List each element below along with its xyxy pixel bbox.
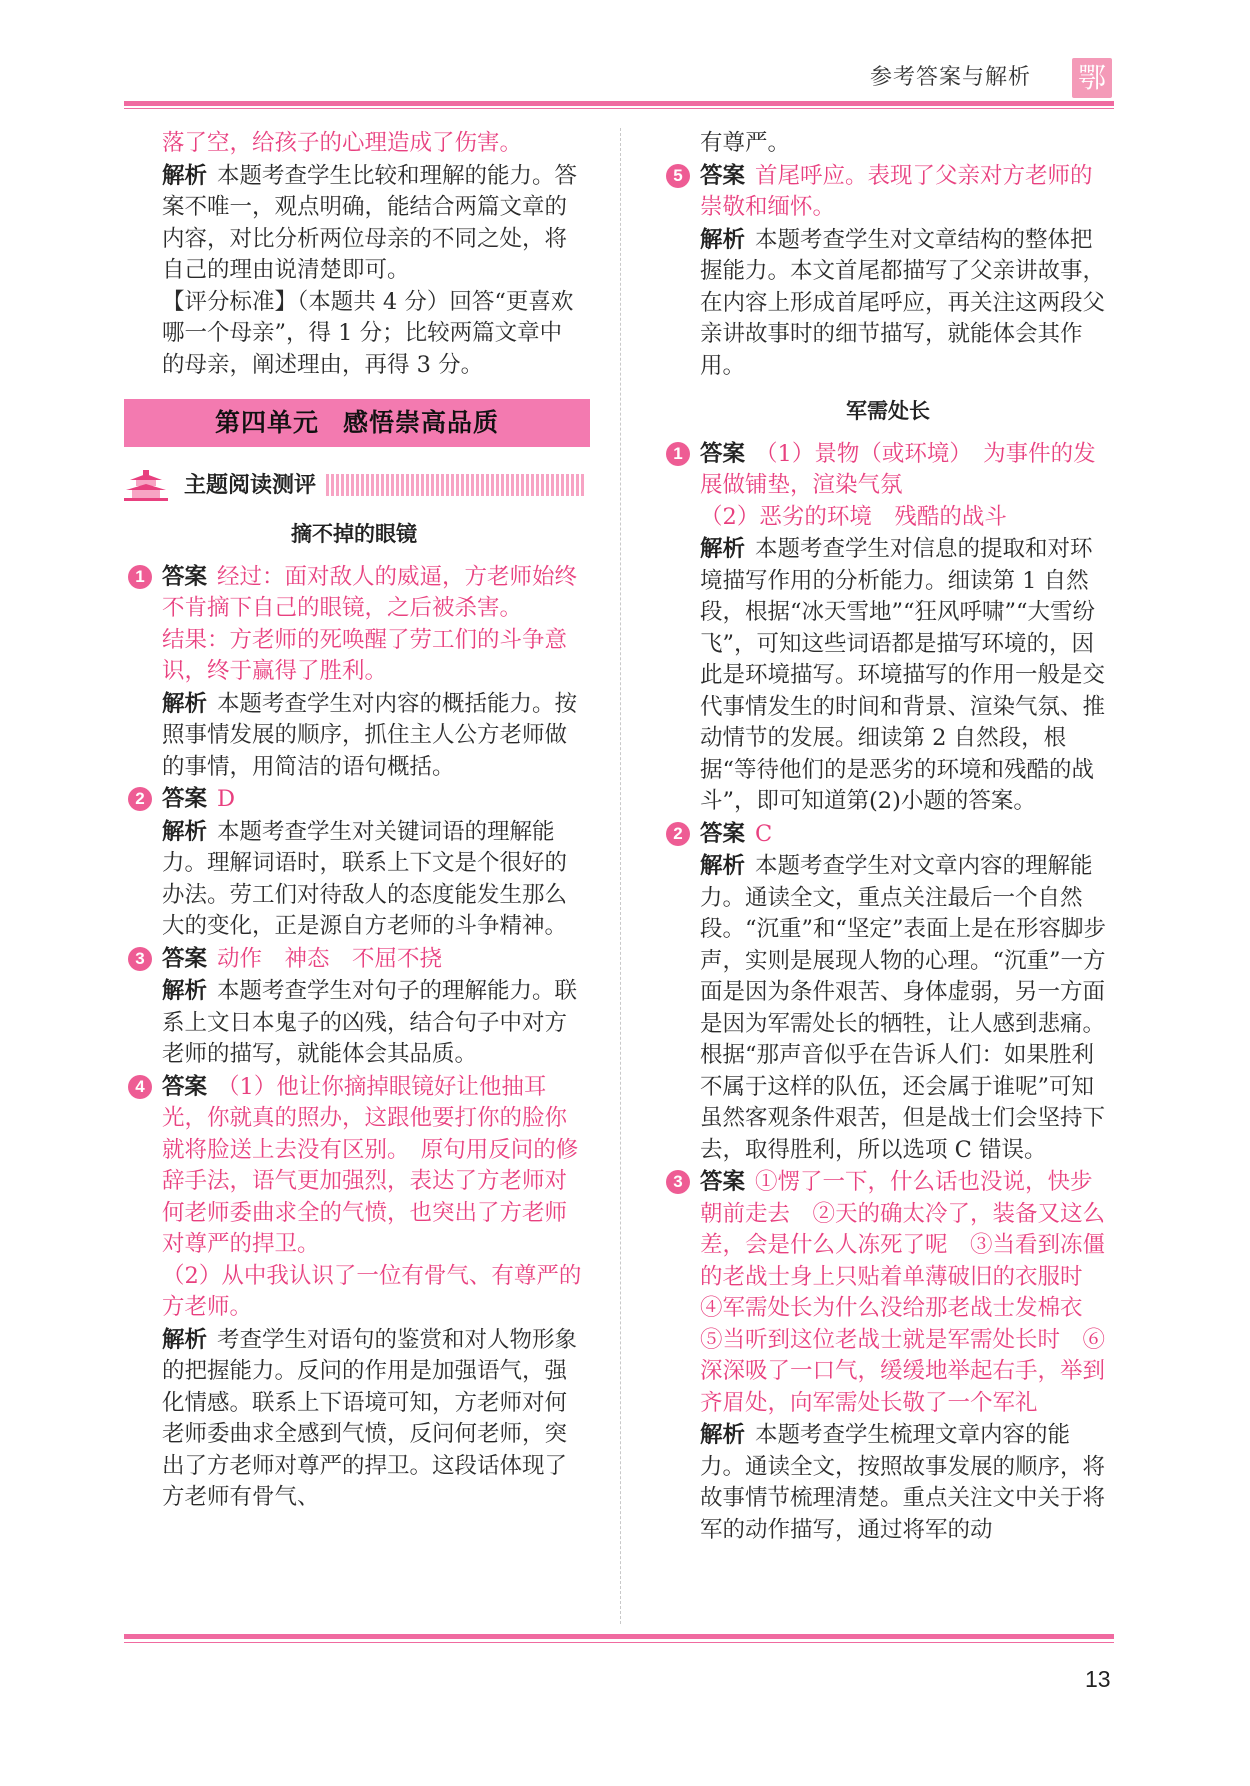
question-item <box>124 943 584 1071</box>
answer-label: 答案 <box>162 945 208 971</box>
analysis-text: 本题考查学生对文章结构的整体把握能力。本文首尾都描写了父亲讲故事，在内容上形成首尾呼应，再关注这两段父亲讲故事时的细节描写，就能体会其作用。 <box>700 226 1106 379</box>
analysis-text: 本题考查学生对文章内容的理解能力。通读全文，重点关注最后一个自然段。“沉重”和“坚定”表面上是在形容脚步声，实则是展现人物的心理。“沉重”一方面是因为条件艰苦、身体虚弱，另一方面是因为军需处长的牺牲，让人感到悲痛。根据“那声音似乎在告诉人们：如果胜利不属于这样的队伍，还会属于谁呢”可知虽然客观条件艰苦，但是战士们会坚持下去，取得胜利，所以选项 C 错误。 <box>700 853 1107 1163</box>
footer-rule-thin <box>124 1642 1114 1643</box>
unit-theme: 感悟崇高品质 <box>343 409 500 437</box>
question-number: 1 <box>128 565 152 589</box>
question-number: 5 <box>666 164 690 188</box>
answer-label: 答案 <box>700 162 746 188</box>
question-number: 2 <box>666 822 690 846</box>
analysis-label: 解析 <box>162 1326 208 1352</box>
footer-rule <box>124 1634 1114 1639</box>
question-item <box>662 818 1114 1167</box>
question-number: 2 <box>128 787 152 811</box>
theme-label: 主题阅读测评 <box>184 472 317 498</box>
page-number: 13 <box>1085 1666 1111 1692</box>
analysis-text: 本题考查学生对句子的理解能力。联系上文日本鬼子的凶残，结合句子中对方老师的描写，就能体会其品质。 <box>162 978 578 1067</box>
analysis-label: 解析 <box>700 536 746 561</box>
left-column <box>124 128 584 1514</box>
answer-label: 答案 <box>162 1073 208 1099</box>
header-title: 参考答案与解析 <box>870 65 1032 90</box>
analysis-label: 解析 <box>162 978 208 1003</box>
scoring-standard: 【评分标准】（本题共 4 分）回答“更喜欢哪一个母亲”，得 1 分；比较两篇文章中的母亲，阐述理由，再得 3 分。 <box>162 288 574 378</box>
question-number: 1 <box>666 442 690 466</box>
analysis-text: 本题考查学生比较和理解的能力。答案不唯一，观点明确，能结合两篇文章的内容，对比分析两位母亲的不同之处，将自己的理由说清楚即可。 <box>162 162 578 283</box>
question-item <box>124 561 584 784</box>
answer-text: （1）他让你摘掉眼镜好让他抽耳光，你就真的照办，这跟他要打你的脸你就将脸送上去没有区别。 原句用反问的修辞手法，语气更加强烈，表达了方老师对何老师委曲求全的气愤，也突出了方老师对尊严的捍卫。 <box>162 1073 579 1257</box>
question-number: 3 <box>666 1170 690 1194</box>
theme-stripe <box>326 474 584 496</box>
theme-header <box>124 465 584 505</box>
answer-text: 结果：方老师的死唤醒了劳工们的斗争意识，终于赢得了胜利。 <box>162 626 568 684</box>
intro-answer: 落了空，给孩子的心理造成了伤害。 <box>162 130 523 156</box>
answer-text: （2）从中我认识了一位有骨气、有尊严的方老师。 <box>162 1262 582 1320</box>
intro-analysis <box>124 160 584 287</box>
question-number: 3 <box>128 947 152 971</box>
header-rule-thin <box>124 108 1114 109</box>
column-divider <box>620 128 621 1624</box>
question-number: 4 <box>128 1075 152 1099</box>
analysis-text: 本题考查学生对内容的概括能力。按照事情发展的顺序，抓住主人公方老师做的事情，用简洁的语句概括。 <box>162 690 578 780</box>
answer-label: 答案 <box>162 786 208 811</box>
carry-over-text: 有尊严。 <box>700 130 791 156</box>
answer-label: 答案 <box>700 820 746 846</box>
article-title: 摘不掉的眼镜 <box>291 523 417 546</box>
analysis-text: 本题考查学生对信息的提取和对环境描写作用的分析能力。细读第 1 自然段，根据“冰天雪地”“狂风呼啸”“大雪纷飞”，可知这些词语都是描写环境的，因此是环境描写。环境描写的作用一般是交代事情发生的时间和背景、渲染气氛、推动情节的发展。细读第 2 自然段，根据“等待他们的是恶劣的环境和残酷的战斗”，即可知道第(2)小题的答案。 <box>700 536 1106 814</box>
answer-text: C <box>755 820 773 847</box>
question-item <box>124 783 584 943</box>
answer-label: 答案 <box>162 563 208 589</box>
analysis-label: 解析 <box>700 226 746 252</box>
analysis-label: 解析 <box>162 690 208 716</box>
answer-text: D <box>217 786 236 812</box>
answer-text: ①愣了一下，什么话也没说，快步朝前走去 ②天的确太冷了，装备又这么差，会是什么人冻死了呢 ③当看到冻僵的老战士身上只贴着单薄破旧的衣服时 ④军需处长为什么没给那老战士发棉衣 ⑤当听到这位老战士就是军需处长时 ⑥深深吸了一口气，缓缓地举起右手，举到齐眉处，向军需处长敬了一个军礼 <box>700 1169 1106 1416</box>
unit-number: 第四单元 <box>214 409 319 437</box>
answer-text: 首尾呼应。表现了父亲对方老师的崇敬和缅怀。 <box>700 162 1093 220</box>
right-column <box>662 128 1114 1546</box>
analysis-text: 考查学生对语句的鉴赏和对人物形象的把握能力。反问的作用是加强语气，强化情感。联系上下语境可知，方老师对何老师委曲求全感到气愤，反问何老师，突出了方老师对尊严的捍卫。这段话体现了方老师有骨气、 <box>162 1326 578 1510</box>
answer-label: 答案 <box>700 440 746 466</box>
region-badge: 鄂 <box>1072 58 1112 98</box>
question-item <box>662 1166 1114 1546</box>
analysis-label: 解析 <box>162 818 208 844</box>
question-item <box>124 1071 584 1514</box>
unit-banner <box>124 399 590 447</box>
question-item <box>662 438 1114 818</box>
analysis-text: 本题考查学生梳理文章内容的能力。通读全文，按照故事发展的顺序，将故事情节梳理清楚。重点关注文中关于将军的动作描写，通过将军的动 <box>700 1422 1106 1543</box>
pagoda-icon <box>124 468 168 502</box>
analysis-text: 本题考查学生对关键词语的理解能力。理解词语时，联系上下文是个很好的办法。劳工们对待敌人的态度能发生那么大的变化，正是源自方老师的斗争精神。 <box>162 818 568 939</box>
analysis-label: 解析 <box>162 162 208 188</box>
analysis-label: 解析 <box>700 853 746 878</box>
answer-label: 答案 <box>700 1169 746 1194</box>
article-title: 军需处长 <box>846 400 930 423</box>
analysis-label: 解析 <box>700 1422 746 1447</box>
answer-text: （1）景物（或环境） 为事件的发展做铺垫，渲染气氛 <box>700 440 1096 498</box>
question-item <box>662 160 1114 383</box>
answer-text: 动作 神态 不屈不挠 <box>217 945 443 972</box>
header-rule <box>124 101 1114 106</box>
answer-text: （2）恶劣的环境 残酷的战斗 <box>700 503 1007 530</box>
answer-text: 经过：面对敌人的威逼，方老师始终不肯摘下自己的眼镜，之后被杀害。 <box>162 563 578 621</box>
